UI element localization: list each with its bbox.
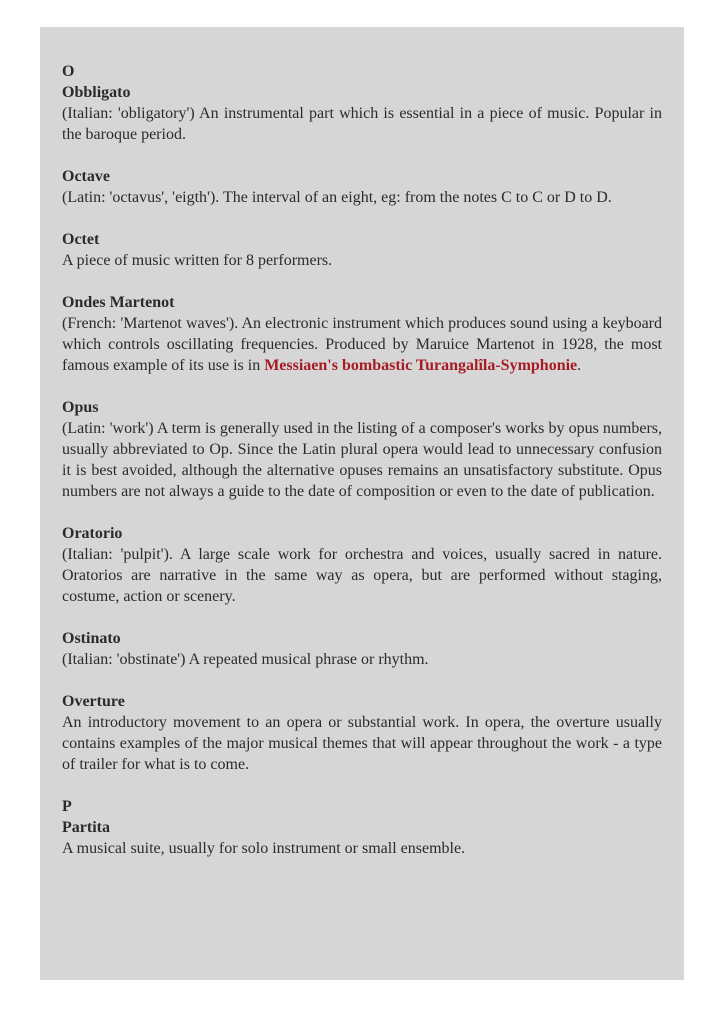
term-opus: Opus <box>62 399 99 416</box>
definition-overture: An introductory movement to an opera or substantial work. In opera, the overture usually contains examples of the major musical themes that will appear throughout the work - a type of trailer for what is to come. <box>62 714 662 773</box>
entry-octave <box>62 166 662 208</box>
definition-opus: (Latin: 'work') A term is generally used in the listing of a composer's works by opus numbers, usually abbreviated to Op. Since the Latin plural opera would lead to unnecessary confusion it is best avoided, although the alternative opuses remains an unsatisfactory substitute. Opus numbers are not always a guide to the date of composition or even to the date of publication. <box>62 420 662 500</box>
definition-partita: A musical suite, usually for solo instrument or small ensemble. <box>62 840 466 857</box>
term-ondes-martenot: Ondes Martenot <box>62 294 175 311</box>
entry-opus <box>62 397 662 502</box>
entry-obbligato <box>62 82 662 145</box>
entry-overture <box>62 691 662 775</box>
entry-oratorio <box>62 523 662 607</box>
term-obbligato: Obbligato <box>62 84 131 101</box>
term-overture: Overture <box>62 693 125 710</box>
term-partita: Partita <box>62 819 110 836</box>
glossary-content <box>62 61 662 859</box>
entry-octet <box>62 229 662 271</box>
term-octet: Octet <box>62 231 100 248</box>
term-octave: Octave <box>62 168 110 185</box>
definition-ondes-martenot-end: . <box>577 357 582 374</box>
section-letter-p: P <box>62 798 72 815</box>
term-oratorio: Oratorio <box>62 525 123 542</box>
section-letter-o: O <box>62 63 75 80</box>
definition-octet: A piece of music written for 8 performers. <box>62 252 333 269</box>
definition-ondes-martenot <box>62 313 662 376</box>
entry-ondes-martenot <box>62 292 662 376</box>
glossary-panel <box>40 27 684 980</box>
definition-oratorio: (Italian: 'pulpit'). A large scale work for orchestra and voices, usually sacred in nature. Oratorios are narrative in the same way as opera, but are performed without staging, costume, action or scenery. <box>62 546 662 605</box>
messiaen-link[interactable]: Messiaen's bombastic Turangalîla-Symphonie <box>264 357 578 374</box>
definition-ostinato: (Italian: 'obstinate') A repeated musical phrase or rhythm. <box>62 651 429 668</box>
term-ostinato: Ostinato <box>62 630 121 647</box>
entry-partita <box>62 817 662 859</box>
definition-ondes-martenot-text: (French: 'Martenot waves'). An electronic instrument which produces sound using a keyboard which controls oscillating frequencies. Produced by Maruice Martenot in 1928, the most famous example of its use is in <box>62 315 662 374</box>
definition-obbligato: (Italian: 'obligatory') An instrumental part which is essential in a piece of music. Popular in the baroque period. <box>62 105 662 143</box>
entry-ostinato <box>62 628 662 670</box>
definition-octave: (Latin: 'octavus', 'eigth'). The interval of an eight, eg: from the notes C to C or D to D. <box>62 189 612 206</box>
